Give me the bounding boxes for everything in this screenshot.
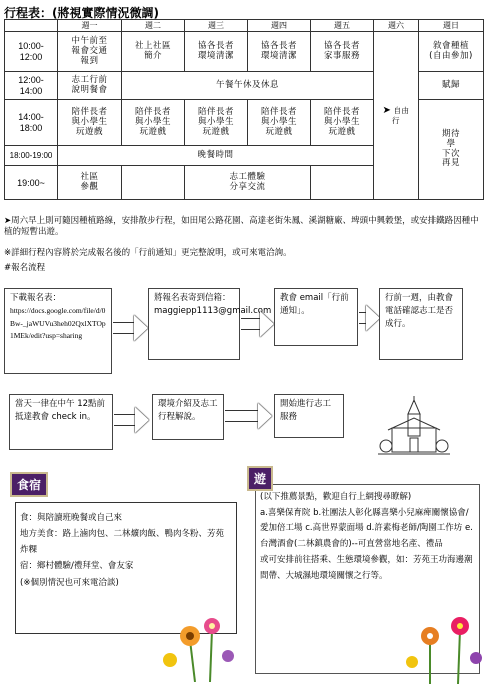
flower-decoration-right	[400, 600, 486, 684]
schedule-cell: 協各長者 家事服務	[311, 32, 374, 72]
day-header: 週一	[58, 20, 122, 32]
church-illustration	[378, 396, 450, 458]
registration-link[interactable]: https://docs.google.com/file/d/0Bw-_jaWUVu3heh02QxlXTOp1MEk/edit?usp=sharing	[10, 305, 106, 341]
header-corner	[5, 20, 58, 32]
day-header: 週四	[248, 20, 311, 32]
schedule-cell	[311, 166, 374, 200]
schedule-cell: 社區 參觀	[58, 166, 122, 200]
flow-arrow-head	[258, 403, 272, 429]
schedule-cell: 賦歸	[419, 72, 484, 100]
schedule-row	[5, 32, 484, 72]
schedule-cell: 志工體驗 分享交流	[185, 166, 311, 200]
schedule-table	[4, 19, 484, 200]
time-slot: 12:00- 14:00	[5, 72, 58, 100]
schedule-cell	[122, 166, 185, 200]
food-line: 地方美食：路上滷肉包、二林爌肉飯、鴨肉冬粉、芳苑炸粿	[20, 529, 225, 556]
time-slot: 18:00-19:00	[5, 146, 58, 166]
flow-arrow	[114, 414, 136, 426]
flow-arrow	[113, 322, 135, 334]
day-header: 週二	[122, 20, 185, 32]
flow-arrow-head	[260, 311, 274, 337]
flow-arrow-head	[134, 315, 148, 341]
day-header: 週日	[419, 20, 484, 32]
tour-line: 或可安排前往搭乘、生態環境參觀，如：芳苑王功海邊潮間帶、大城濕地環境關懷之行等。	[260, 554, 473, 581]
schedule-cell: 陪伴長者 與小學生 玩遊戲	[122, 100, 185, 146]
schedule-cell: 陪伴長者 與小學生 玩遊戲	[311, 100, 374, 146]
flow-step-notice: 教會 email「行前通知」。	[274, 288, 358, 346]
schedule-cell: 午餐午休及休息	[122, 72, 374, 100]
saturday-text: 自由 行	[392, 105, 410, 125]
time-slot: 10:00- 12:00	[5, 32, 58, 72]
schedule-cell: 社上社區 簡介	[122, 32, 185, 72]
flower-decoration-left	[150, 590, 240, 682]
schedule-cell: 協各長者 環境清潔	[248, 32, 311, 72]
step-title: 下載報名表：	[10, 293, 62, 303]
tour-line: a.喜樂保育院 b.社團法人彰化縣喜樂小兒麻痺關懷協會/愛加倍工場 c.高世界蒙面場 d.許素梅老師/陶園工作坊 e.台灣酒會(二林鎮農會的)--可直營當地名產、禮品	[260, 507, 473, 550]
time-slot: 14:00- 18:00	[5, 100, 58, 146]
schedule-cell: 晚餐時間	[58, 146, 374, 166]
food-tag: 食宿	[10, 472, 48, 497]
tour-line: (以下推薦景點，歡迎自行上網搜尋瞭解)	[260, 492, 412, 502]
flow-step-service: 開始進行志工服務	[274, 394, 344, 438]
schedule-heading	[4, 2, 483, 18]
schedule-cell: 中午前至 報會交通 報到	[58, 32, 122, 72]
tour-body	[260, 490, 474, 584]
saturday-cell	[374, 32, 419, 200]
food-line: 宿：鄉村體驗/禮拜堂、會友家	[20, 561, 134, 572]
detail-note: ※詳細行程內容將於完成報名後的「行前通知」更完整說明，或可來電洽詢。	[4, 248, 292, 258]
day-header: 週三	[185, 20, 248, 32]
flow-arrow-head	[135, 407, 149, 433]
flow-step-checkin: 當天一律在中午 12點前抵達教會 check in。	[9, 394, 113, 450]
trip-note: ➤周六早上則可隨因種植路線，安排散步行程，如田尾公路花園、高達老街朱鳳、溪湖糖廠、埤頭中興穀堡，或安排鐵路因種中植的短暫出遊。	[4, 216, 479, 238]
flow-step-email: 將報名表寄到信箱：maggiepp1113@gmail.com	[148, 288, 240, 360]
day-header: 週五	[311, 20, 374, 32]
food-line: 食：與陪讀班晚餐或自己來	[20, 513, 123, 523]
schedule-cell: 陪伴長者 與小學生 玩遊戲	[185, 100, 248, 146]
day-header: 週六	[374, 20, 419, 32]
schedule-cell: 敘會種植 (自由參加)	[419, 32, 484, 72]
schedule-cell: 協各長者 環境清潔	[185, 32, 248, 72]
flow-arrow	[225, 410, 259, 422]
registration-heading: #報名流程	[4, 263, 46, 273]
schedule-cell: 志工行前 說明餐會	[58, 72, 122, 100]
flow-step-intro: 環境介紹及志工行程解說。	[152, 394, 224, 440]
flow-arrow	[241, 318, 261, 330]
food-body	[20, 510, 232, 591]
page-title: 行程表：(將視實際情況微調)	[4, 6, 159, 20]
time-slot: 19:00~	[5, 166, 58, 200]
food-line: (※個別情況也可來電洽談)	[20, 577, 119, 588]
schedule-cell: 陪伴長者 與小學生 玩遊戲	[248, 100, 311, 146]
arrow-glyph: ➤	[382, 104, 391, 116]
schedule-header-row	[5, 20, 484, 32]
schedule-cell: 期待 學 下次 再見	[419, 100, 484, 200]
flow-arrow-head	[366, 305, 380, 331]
tour-tag: 遊	[247, 466, 273, 491]
flow-step-download	[4, 288, 112, 374]
flow-step-confirm: 行前一週，由教會電話確認志工是否成行。	[379, 288, 463, 360]
schedule-cell: 陪伴長者 與小學生 玩遊戲	[58, 100, 122, 146]
